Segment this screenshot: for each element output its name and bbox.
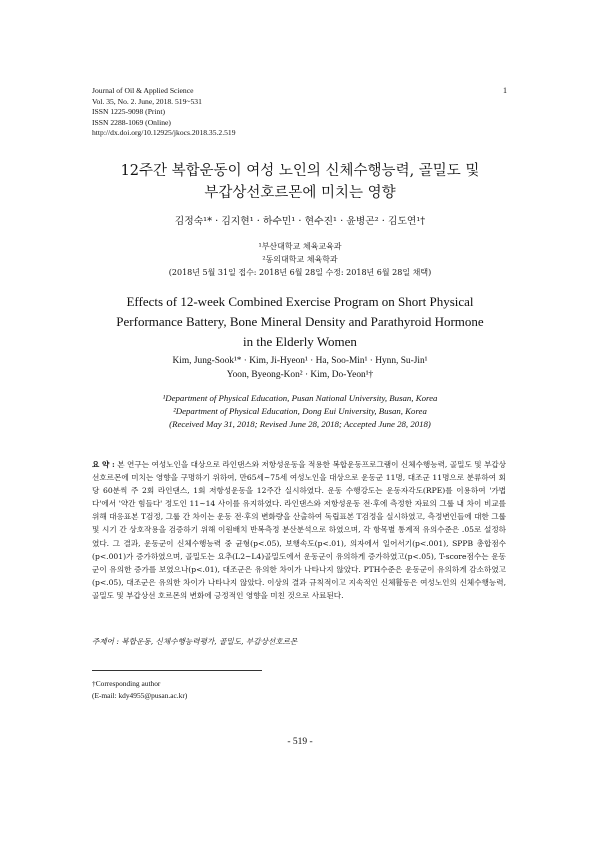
abstract-label: 요 약 : bbox=[92, 460, 115, 469]
footnote-divider bbox=[92, 670, 262, 671]
korean-title-line2: 부갑상선호르몬에 미치는 영향 bbox=[204, 185, 396, 201]
journal-header bbox=[92, 86, 236, 139]
korean-affiliation-2: ²동의대학교 체육학과 bbox=[262, 255, 338, 264]
english-authors bbox=[70, 354, 530, 382]
korean-affiliations bbox=[60, 240, 540, 279]
journal-name: Journal of Oil & Applied Science bbox=[92, 86, 194, 95]
korean-title bbox=[60, 160, 540, 204]
footnote bbox=[92, 678, 187, 701]
abstract-text: 본 연구는 여성노인을 대상으로 라인댄스와 저항성운동을 적용한 복합운동프로그램이 신체수행능력, 골밀도 및 부갑상선호르몬에 미치는 영향을 구명하기 위하여, 만65세~75세 여성노인을 대상으로 운동군 11명, 대조군 11명으로 분류하여 회당 60분씩 주 2회 라인댄스, 1회 저항성운동을 12주간 실시하였다. 운동 수행강도는 운동자각도(RPE)를 이용하여 '가볍다'에서 '약간 힘들다' 정도인 11~14 사이를 유지하였다. 라인댄스와 저항성운동 전·후에 측정한 자료의 그룹 내 차이 비교를 위해 대응표본 T검정, 그룹 간 차이는 운동 전·후의 변화량을 산출하여 독립표본 T검정을 실시하였고, 측정변인들에 대한 그룹 및 시기 간 상호작용을 검증하기 위해 이원배치 반복측정 분산분석으로 하였으며, 각 항목별 통계적 유의수준은 .05로 설정하였다. 그 결과, 운동군이 신체수행능력 중 균형(p<.05), 보행속도(p<.01), 의자에서 일어서기(p<.001), SPPB 총합점수(p<.001)가 증가하였으며, 골밀도는 요추(L2~L4)골밀도에서 운동군이 유의하게 증가하였고(p<.05), T-score점수는 운동군이 유의한 증가를 보였으나(p<.01), 대조군은 유의한 차이가 나타나지 않았다. PTH수준은 운동군이 유의하게 감소하였고(p<.05), 대조군은 유의한 차이가 나타나지 않았다. 이상의 결과 규칙적이고 지속적인 신체활동은 여성노인의 신체수행능력, 골밀도 및 부갑상선 호르몬의 변화에 긍정적인 영향을 미친 것으로 사료된다. bbox=[92, 460, 507, 600]
english-dates: (Received May 31, 2018; Revised June 28, 2018; Accepted June 28, 2018) bbox=[169, 419, 431, 429]
page-footer-number: - 519 - bbox=[287, 737, 313, 747]
keywords: 주제어 : 복합운동, 신체수행능력평가, 골밀도, 부갑상선호르몬 bbox=[92, 637, 298, 646]
issn-print: ISSN 1225-9098 (Print) bbox=[92, 107, 165, 117]
page-number: 1 bbox=[503, 86, 507, 95]
english-affiliation-2: ²Department of Physical Education, Dong Eui University, Busan, Korea bbox=[173, 406, 427, 416]
english-title-line1: Effects of 12-week Combined Exercise Program on Short Physical bbox=[126, 294, 474, 309]
doi-link[interactable]: http://dx.doi.org/10.12925/jkocs.2018.35.2.519 bbox=[92, 128, 236, 138]
english-authors-line2: Yoon, Byeong-Kon² · Kim, Do-Yeon¹† bbox=[226, 370, 374, 380]
english-title-line3: in the Elderly Women bbox=[243, 333, 357, 349]
korean-authors: 김정숙¹* · 김지현¹ · 하수민¹ · 현수진¹ · 윤병곤² · 김도연¹† bbox=[174, 216, 426, 227]
corresponding-email: (E-mail: kdy4955@pusan.ac.kr) bbox=[92, 690, 188, 700]
corresponding-author-note: †Corresponding author bbox=[92, 679, 161, 688]
english-authors-line1: Kim, Jung-Sook¹* · Kim, Ji-Hyeon¹ · Ha, Soo-Min¹ · Hynn, Su-Jin¹ bbox=[172, 356, 428, 366]
english-affiliations bbox=[70, 392, 530, 431]
abstract bbox=[92, 458, 506, 602]
korean-title-line1: 12주간 복합운동이 여성 노인의 신체수행능력, 골밀도 및 bbox=[120, 163, 480, 179]
english-title bbox=[70, 292, 530, 351]
english-title-line2: Performance Battery, Bone Mineral Density and Parathyroid Hormone bbox=[116, 313, 484, 329]
issn-online: ISSN 2288-1069 (Online) bbox=[92, 117, 171, 127]
volume-info: Vol. 35, No. 2. June, 2018. 519~531 bbox=[92, 96, 202, 106]
korean-dates: (2018년 5월 31일 접수: 2018년 6월 28일 수정: 2018년 6월 28일 채택) bbox=[168, 268, 432, 277]
english-affiliation-1: ¹Department of Physical Education, Pusan National University, Busan, Korea bbox=[162, 393, 438, 403]
korean-affiliation-1: ¹부산대학교 체육교육과 bbox=[258, 242, 342, 251]
